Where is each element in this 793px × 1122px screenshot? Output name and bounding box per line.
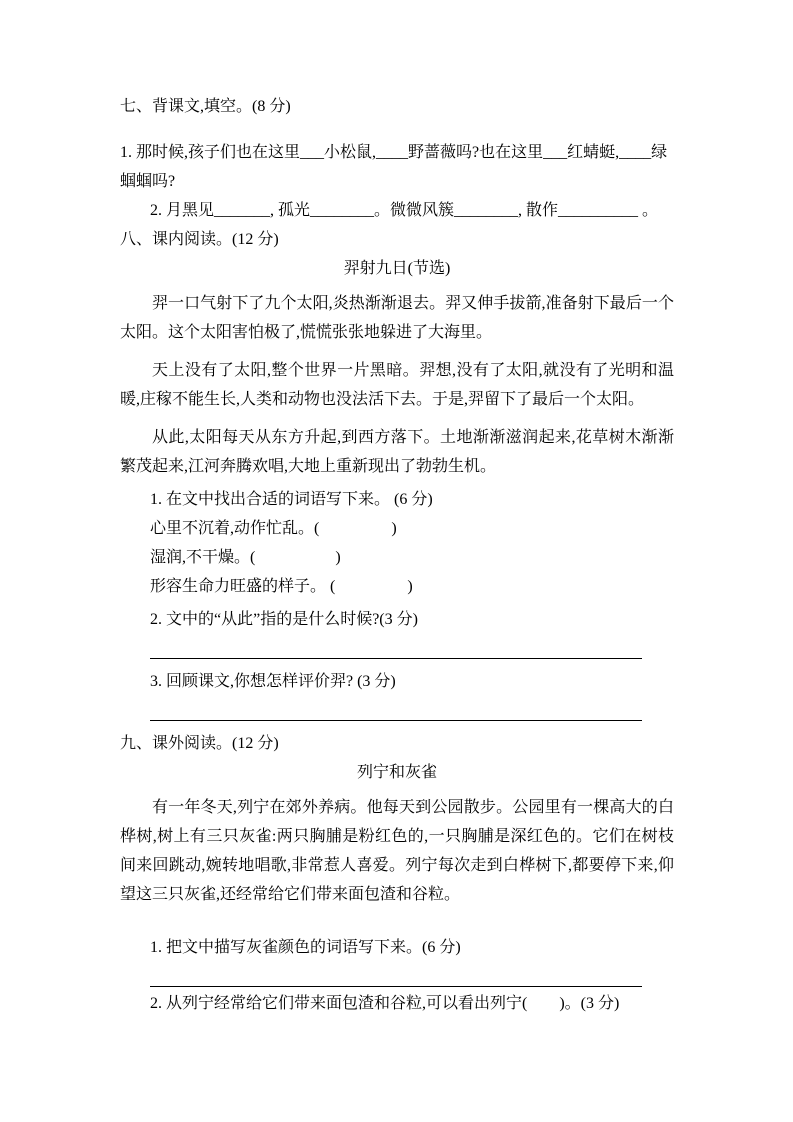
section8-paragraph-2: 天上没有了太阳,整个世界一片黑暗。羿想,没有了太阳,就没有了光明和温暖,庄稼不能生长,人类和动物也没法活下去。于是,羿留下了最后一个太阳。 bbox=[120, 362, 674, 408]
section8-question-1-clue-2: 湿润,不干燥。( ) bbox=[150, 549, 341, 566]
section7-heading: 七、背课文,填空。(8 分) bbox=[120, 98, 291, 115]
section9-paragraph: 有一年冬天,列宁在郊外养病。他每天到公园散步。公园里有一棵高大的白桦树,树上有三只灰雀:两只胸脯是粉红色的,一只胸脯是深红色的。它们在树枝间来回跳动,婉转地唱歌,非常惹人喜爱。列宁每次走到白桦树下,都要停下来,仰望这三只灰雀,还经常给它们带来面包渣和谷粒。 bbox=[120, 799, 674, 903]
section8-question-1-clue-3: 形容生命力旺盛的样子。 ( ) bbox=[150, 578, 413, 595]
section7-item2: 2. 月黑见_______, 孤光________。微微风簇________, 散作__________ 。 bbox=[150, 202, 659, 219]
section8-question-1-clue-1: 心里不沉着,动作忙乱。( ) bbox=[150, 520, 397, 537]
section8-heading: 八、课内阅读。(12 分) bbox=[120, 231, 279, 248]
section9-question-2: 2. 从列宁经常给它们带来面包渣和谷粒,可以看出列宁( )。(3 分) bbox=[150, 995, 620, 1012]
answer-line-section9-q1 bbox=[150, 962, 642, 987]
worksheet-content bbox=[120, 92, 674, 1018]
section8-question-3: 3. 回顾课文,你想怎样评价羿? (3 分) bbox=[150, 673, 396, 690]
section8-passage-title: 羿射九日(节选) bbox=[343, 260, 451, 277]
answer-line-section8-q3 bbox=[150, 696, 642, 721]
answer-line-section8-q2 bbox=[150, 634, 642, 659]
section8-question-2: 2. 文中的“从此”指的是什么时候?(3 分) bbox=[150, 611, 418, 628]
section9-question-1: 1. 把文中描写灰雀颜色的词语写下来。(6 分) bbox=[150, 939, 461, 956]
section9-heading: 九、课外阅读。(12 分) bbox=[120, 735, 279, 752]
section7-item1: 1. 那时候,孩子们也在这里___小松鼠,____野蔷薇吗?也在这里___红蜻蜓,____绿蝈蝈吗? bbox=[120, 144, 668, 190]
section9-passage-title: 列宁和灰雀 bbox=[356, 764, 437, 781]
section8-question-1: 1. 在文中找出合适的词语写下来。 (6 分) bbox=[150, 491, 433, 508]
section8-paragraph-1: 羿一口气射下了九个太阳,炎热渐渐退去。羿又伸手拔箭,准备射下最后一个太阳。这个太阳害怕极了,慌慌张张地躲进了大海里。 bbox=[120, 295, 674, 341]
section8-paragraph-3: 从此,太阳每天从东方升起,到西方落下。土地渐渐滋润起来,花草树木渐渐繁茂起来,江河奔腾欢唱,大地上重新现出了勃勃生机。 bbox=[120, 429, 674, 475]
